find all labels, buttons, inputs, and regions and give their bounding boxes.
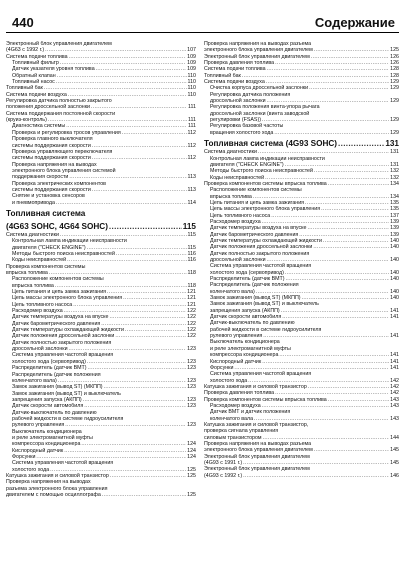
toc-entry-text: силовым транзистором (204, 434, 262, 441)
leader-dots (263, 333, 389, 339)
toc-page-number: 122 (187, 327, 196, 334)
toc-entry-text: дроссельной заслонки (210, 257, 266, 263)
toc-entry-text: Очистка корпуса дроссельной заслонки (210, 85, 309, 92)
leader-dots (92, 187, 187, 193)
leader-dots (65, 422, 186, 428)
toc-page-number: 141 (390, 352, 399, 359)
toc-page-number: 139 (390, 231, 399, 238)
toc-entry-text: Датчик барометрического давления (210, 231, 299, 238)
toc-page-number: 141 (390, 307, 399, 314)
leader-dots (122, 130, 187, 136)
toc-page-number: 129 (390, 98, 399, 105)
toc-entry-text: Обратный клапан (12, 72, 56, 79)
toc-entry-text: электронного блока управления системой (12, 167, 116, 174)
toc-entry-text: Проверка напряжения на выводах разъема (204, 440, 312, 447)
toc-section-heading (204, 139, 399, 149)
toc-entry-text: Кислородный датчик (210, 358, 262, 365)
toc-page-number: 135 (390, 199, 399, 206)
toc-entry-text: Датчик температуры охлаждающей жидкости (210, 237, 322, 244)
toc-entry-text: Цепь массы электронного блока управления (210, 206, 321, 213)
page-title: Содержание (314, 15, 395, 30)
toc-entry-text: двигателя ("CHECK ENGINE") (210, 161, 284, 168)
toc-entry-text: Топливная система (6, 208, 86, 218)
toc-page-number: 125 (187, 466, 196, 473)
toc-page-number: 129 (390, 79, 399, 86)
toc-entry-text: и пневмопривода (12, 199, 55, 206)
toc-entry-text: рабочей жидкости в системе гидроусилителя (12, 415, 124, 422)
toc-page-number: 141 (390, 333, 399, 340)
toc-entry-text: системы поддержания скорости (12, 142, 91, 149)
page-header (6, 14, 399, 33)
toc-entry-text: (4G93 c 1991 г.) (204, 460, 243, 466)
toc-entry-text: Топливный бак (6, 85, 43, 92)
toc-entry-text: Датчик ВМТ и датчик положения (210, 409, 291, 416)
toc-entry-text: Цепь питания и цепь замка зажигания (210, 199, 305, 206)
leader-dots (243, 473, 389, 479)
toc-page-number: 107 (187, 47, 196, 54)
toc-entry-text: Распределитель (датчик ВМТ) (210, 276, 285, 283)
toc-entry-text: Распределитель (датчик положения (210, 282, 299, 289)
toc-column-left (6, 41, 196, 498)
toc-page-number: 114 (187, 199, 196, 206)
toc-entry-text: Замок зажигания (вывод ST) и выключатель (210, 301, 319, 308)
toc-page-number: 129 (390, 117, 399, 124)
toc-page-number: 132 (390, 174, 399, 181)
toc-entry-text: (4G93 c 1992 г.) (204, 472, 243, 479)
toc-entry (204, 473, 399, 479)
toc-entry-text: Катушка зажигания и силовой транзистор (6, 473, 109, 479)
toc-entry-text: Проверка компонентов системы (6, 263, 86, 270)
toc-page-number: 125 (187, 492, 196, 499)
toc-page-number: 118 (187, 282, 196, 289)
toc-page-number: 123 (187, 403, 196, 410)
toc-entry-text: Топливный насос (12, 79, 55, 86)
toc-entry-text: Форсунки (12, 453, 36, 460)
toc-entry-text: компрессора кондиционера (210, 352, 279, 359)
toc-page-number: 123 (187, 365, 196, 372)
toc-entry-text: (4G63 c 1992 г.) (6, 47, 45, 54)
toc-entry-text: Система подачи воздуха (6, 91, 67, 98)
toc-entry-text: Система подачи топлива (204, 66, 266, 73)
leader-dots (282, 314, 389, 320)
toc-entry-text: Замок зажигания (вывод ST) (МКПП) (210, 295, 301, 302)
toc-page-number: 116 (187, 250, 196, 257)
leader-dots (314, 447, 389, 453)
toc-page-number: 124 (187, 441, 196, 448)
toc-page-number: 122 (187, 333, 196, 340)
toc-page-number: 121 (187, 289, 196, 296)
toc-page-number: 112 (187, 129, 196, 136)
toc-page-number: 124 (187, 453, 196, 460)
leader-dots (88, 365, 187, 371)
toc-page-number: 145 (390, 447, 399, 454)
toc-entry-text: Система управления частотой вращения (210, 263, 312, 270)
toc-entry-text: Датчик указателя уровня топлива (12, 66, 95, 73)
toc-page-number: 111 (187, 117, 196, 124)
toc-section-heading (6, 209, 196, 219)
toc-page-number: 139 (390, 225, 399, 232)
toc-page-number: 110 (187, 79, 196, 86)
toc-page-number: 135 (390, 206, 399, 213)
toc-entry-text: Топливная система (4G93 SOHC) (204, 139, 338, 149)
toc-page-number: 110 (187, 85, 196, 92)
toc-page-number: 123 (187, 358, 196, 365)
toc-entry-text: Расходомер воздуха (12, 308, 63, 315)
toc-page-number: 129 (390, 129, 399, 136)
toc-entry-text: Система управления частотой вращения (12, 460, 114, 467)
leader-dots (56, 200, 187, 206)
toc-entry-text: холостого хода (210, 377, 248, 384)
toc-entry-text: Регулировка базовой частоты (210, 123, 284, 130)
toc-page-number: 113 (187, 174, 196, 181)
toc-page-number: 140 (390, 257, 399, 263)
toc-page-number: 143 (390, 415, 399, 422)
toc-entry-text: Цепь топливного насоса (12, 301, 73, 308)
toc-entry-text: Проверка давления топлива (204, 60, 275, 67)
toc-entry-text: Датчик-выключатель по давлению (12, 409, 97, 416)
toc-entry-text: Топливный бак (204, 72, 241, 79)
toc-entry-text: (4G63 SOHC, 4G64 SOHC) (6, 221, 108, 231)
toc-page-number: 113 (187, 186, 196, 193)
toc-entry-text: двигателем с помощью осциллографа (6, 492, 101, 499)
toc-entry-text: рабочей жидкости в системе гидроусилителя (210, 326, 322, 333)
toc-page-number: 139 (390, 218, 399, 225)
toc-entry-text: разъема электронного блока управления (6, 485, 108, 492)
leader-dots (109, 222, 182, 232)
toc-entry-text: Топливный фильтр (12, 60, 59, 67)
toc-page-number: 128 (390, 66, 399, 73)
toc-page-number: 129 (390, 85, 399, 92)
toc-entry-text: запрещения запуска (АКПП) (210, 307, 280, 314)
toc-page-number: 124 (187, 447, 196, 454)
toc-entry-text: Система диагностики (204, 149, 257, 156)
toc-entry-text: Цепь топливного насоса (210, 212, 271, 219)
toc-entry-text: запрещения запуска (АКПП) (12, 396, 82, 403)
toc-page-number: 115 (187, 244, 196, 251)
toc-entry-text: Датчик скорости автомобиля (12, 403, 84, 410)
toc-entry-text: Коды неисправностей (210, 174, 265, 181)
toc-entry-text: Распределитель (датчик ВМТ) (12, 365, 87, 372)
toc-entry-text: Коды неисправностей (12, 257, 67, 264)
toc-entry-text: Система поддержания постоянной скорости (6, 110, 116, 117)
toc-entry-text: проверка сигнала управления (204, 428, 279, 435)
toc-entry-text: Датчик-выключатель по давлению (210, 320, 295, 327)
toc-entry-text: (круиз-контроль) (6, 117, 47, 124)
toc-entry-text: Катушка зажигания и силовой транзистор, (204, 421, 309, 428)
toc-entry-text: Контрольная лампа индикации неисправности (210, 155, 325, 162)
toc-entry-text: рулевого управления (210, 333, 263, 340)
toc-entry-text: Электронный блок управления двигателем (204, 453, 310, 460)
page-number: 440 (12, 15, 34, 30)
toc-entry-text: Форсунки (210, 364, 234, 371)
toc-entry-text: Электронный блок управления двигателем (6, 41, 112, 47)
toc-entry-text: Датчик скорости автомобиля (210, 314, 282, 321)
toc-entry-text: Проверка электрических компонентов (12, 180, 106, 187)
toc-entry-text: холостого хода (сервопривод) (12, 358, 86, 365)
toc-entry-text: Распределитель (датчик положения (12, 371, 101, 378)
toc-entry-text: поддержания скорости (12, 174, 69, 181)
toc-entry-text: Регулировка положения винта-упора рычага (210, 104, 320, 111)
toc-entry-text: дроссельной заслонки (винта заводской (210, 110, 310, 117)
toc-page-number: 111 (187, 104, 196, 111)
toc-entry-text: Замок зажигания (вывод ST) (МКПП) (12, 384, 103, 391)
toc-page-number: 134 (390, 180, 399, 187)
toc-entry-text: Контрольная лампа индикации неисправности (12, 238, 127, 245)
toc-page-number: 131 (385, 139, 399, 149)
toc-entry-text: Регулировка датчика положения (210, 91, 291, 98)
toc-page-number: 110 (187, 91, 196, 98)
toc-entry-text: дроссельной заслонки (12, 346, 68, 353)
toc-entry-text: коленчатого вала) (210, 288, 255, 295)
toc-page-number: 122 (187, 308, 196, 315)
toc-page-number: 143 (390, 396, 399, 403)
toc-entry-text: Датчик полностью закрытого положения (12, 339, 112, 346)
toc-entry-text: Система подачи топлива (6, 53, 68, 60)
toc-entry-text: Система управления частотой вращения (12, 352, 114, 359)
toc-entry-text: Методы быстрого поиска неисправностей (12, 250, 115, 257)
toc-page-number: 142 (390, 390, 399, 397)
toc-entry-text: Методы быстрого поиска неисправностей (210, 168, 313, 175)
toc-page-number: 123 (187, 346, 196, 353)
toc-entry-text: вращения холостого хода (210, 129, 274, 136)
toc-entry-text: Электронный блок управления двигателем (204, 466, 310, 473)
toc-page-number: 123 (187, 377, 196, 384)
toc-entry-text: Проверка и регулировка тросов управления (12, 129, 121, 136)
toc-entry-text: Снятие и установка сенсоров (12, 193, 85, 200)
toc-page-number: 141 (390, 314, 399, 321)
toc-page-number: 123 (187, 396, 196, 403)
toc-entry-text: Система диагностики (6, 231, 59, 238)
toc-entry-text: Проверка давления топлива (204, 390, 275, 397)
toc-entry-text: холостого хода (сервопривод) (210, 269, 284, 276)
toc-entry-text: Проверка напряжения на выводах разъема (204, 41, 312, 47)
toc-entry-text: Диагностика системы (12, 123, 66, 130)
toc-entry-text: Катушка зажигания и силовой транзистор (204, 383, 307, 390)
toc-entry-text: Датчик положения дроссельной заслонки (210, 244, 313, 251)
leader-dots (309, 85, 389, 91)
toc-entry (6, 200, 196, 206)
toc-page-number: 121 (187, 295, 196, 302)
toc-entry-text: Выключатель кондиционера (12, 428, 82, 435)
toc-entry (6, 492, 196, 498)
toc-entry-text: Электронный блок управления двигателем (204, 53, 310, 60)
toc-entry-text: Датчик барометрического давления (12, 320, 101, 327)
toc-entry-text: двигателя ("CHECK ENGINE") (12, 244, 86, 251)
toc-entry-text: Кислородный датчик (12, 447, 64, 454)
leader-dots (313, 244, 389, 250)
toc-entry-text: впрыска топлива (12, 282, 54, 289)
toc-page-number: 118 (187, 270, 196, 276)
toc-entry-text: системы поддержания скорости (12, 186, 91, 193)
toc-entry-text: Датчик положения дроссельной заслонки (12, 333, 115, 340)
leader-dots (274, 130, 389, 136)
toc-page-number: 126 (390, 60, 399, 67)
toc-page-number: 116 (187, 257, 196, 264)
toc-page-number: 126 (390, 53, 399, 60)
toc-column-right (204, 41, 399, 479)
toc-entry-text: Система подачи воздуха (204, 79, 265, 86)
toc-entry-text: компрессора кондиционера (12, 441, 81, 448)
leader-dots (110, 473, 186, 479)
toc-page-number: 142 (390, 377, 399, 384)
toc-page-number: 109 (187, 60, 196, 67)
toc-page-number: 128 (390, 72, 399, 79)
toc-entry-text: Проверка управляющего переключателя (12, 148, 113, 155)
toc-entry-text: Расположение компонентов системы (12, 276, 104, 283)
toc-page-number: 122 (187, 320, 196, 327)
toc-entry-text: Проверка компонентов системы впрыска топлива (204, 396, 327, 403)
toc-entry-text: Замок зажигания (вывод ST) и выключатель (12, 390, 121, 397)
toc-page-number: 140 (390, 244, 399, 251)
toc-page-number: 125 (390, 47, 399, 54)
leader-dots (328, 181, 389, 187)
toc-page-number: 110 (187, 72, 196, 79)
toc-entry-text: холостого хода (12, 466, 50, 473)
toc-page-number: 144 (390, 434, 399, 441)
toc-page-number: 109 (187, 66, 196, 73)
toc-entry-text: электронного блока управления двигателем (204, 47, 313, 54)
toc-page-number: 141 (390, 364, 399, 371)
toc-page-number: 123 (187, 384, 196, 391)
leader-dots (92, 155, 187, 161)
toc-entry-text: системы поддержания скорости (12, 155, 91, 162)
toc-page-number: 112 (187, 155, 196, 162)
toc-entry-text: Система управления частотой вращения (210, 371, 312, 378)
toc-page-number: 143 (390, 402, 399, 409)
toc-entry-text: положения дроссельной заслонки (6, 104, 90, 111)
toc-entry-text: и реле электромагнитной муфты (210, 345, 291, 352)
toc-entry-text: электронного блока управления двигателем (204, 447, 313, 454)
toc-entry-text: Регулировка датчика полностью закрытого (6, 98, 112, 105)
toc-entry-text: регулировки (FSAS)) (210, 117, 261, 124)
toc-page-number: 137 (390, 212, 399, 219)
toc-entry-text: рулевого управления (12, 422, 65, 429)
toc-page-number: 111 (187, 123, 196, 130)
toc-entry-text: Расположение компонентов системы (210, 187, 302, 194)
toc-page-number: 142 (390, 383, 399, 390)
toc-page-number: 123 (187, 422, 196, 429)
toc-page-number: 125 (187, 473, 196, 479)
toc-page-number: 109 (187, 53, 196, 60)
leader-dots (84, 403, 186, 409)
toc-page-number: 131 (390, 161, 399, 168)
toc-page-number: 145 (390, 460, 399, 466)
toc-entry-text: Проверка напряжения на выводах (12, 161, 97, 168)
toc-page-number: 131 (390, 149, 399, 156)
toc-entry-text: Цепь массы электронного блока управления (12, 295, 123, 302)
toc-entry-text: Цепь питания и цепь замка зажигания (12, 289, 107, 296)
toc-page-number: 140 (390, 295, 399, 302)
toc-entry-text: Расходомер воздуха (210, 402, 261, 409)
toc-page-number: 112 (187, 142, 196, 149)
toc-entry-text: и реле электромагнитной муфты (12, 434, 93, 441)
toc-entry-text: коленчатого вала) (12, 377, 57, 384)
toc-entry-text: Датчик полностью закрытого положения (210, 250, 310, 257)
leader-dots (115, 333, 186, 339)
toc-page-number: 140 (390, 276, 399, 283)
toc-page-number: 140 (390, 288, 399, 295)
toc-page-number: 132 (390, 168, 399, 175)
toc-entry-text: Расходомер воздуха (210, 218, 261, 225)
leader-dots (338, 139, 384, 149)
toc-entry-text: коленчатого вала (210, 415, 254, 422)
toc-page-number: 140 (390, 237, 399, 244)
toc-page-number: 121 (187, 301, 196, 308)
toc-entry-text: Датчик температуры охлаждающей жидкости (12, 327, 124, 334)
toc-page-number: 134 (390, 193, 399, 200)
toc-entry-text: Датчик температуры воздуха на впуске (12, 314, 109, 321)
toc-section-heading (6, 222, 196, 232)
toc-entry-text: дроссельной заслонки (210, 98, 266, 105)
toc-entry-text: Выключатель кондиционера (210, 339, 280, 346)
toc-entry (204, 130, 399, 136)
toc-page-number: 140 (390, 269, 399, 276)
leader-dots (102, 492, 186, 498)
toc-page-number: 146 (390, 472, 399, 479)
toc-entry-text: впрыска топлива (210, 193, 252, 200)
toc-entry-text: Проверка главного выключателя (12, 136, 93, 143)
toc-page-number: 141 (390, 358, 399, 365)
toc-entry-text: Проверка напряжения на выводах (6, 479, 91, 486)
toc-entry-text: Датчик температуры воздуха на впуске (210, 225, 307, 232)
leader-dots (286, 276, 390, 282)
toc-page-number: 115 (187, 231, 196, 238)
toc-entry-text: Проверка компонентов системы впрыска топлива (204, 180, 327, 187)
toc-entry-text: впрыска топлива (6, 270, 48, 276)
toc-page-number: 122 (187, 314, 196, 321)
toc-page-number: 115 (182, 221, 196, 231)
